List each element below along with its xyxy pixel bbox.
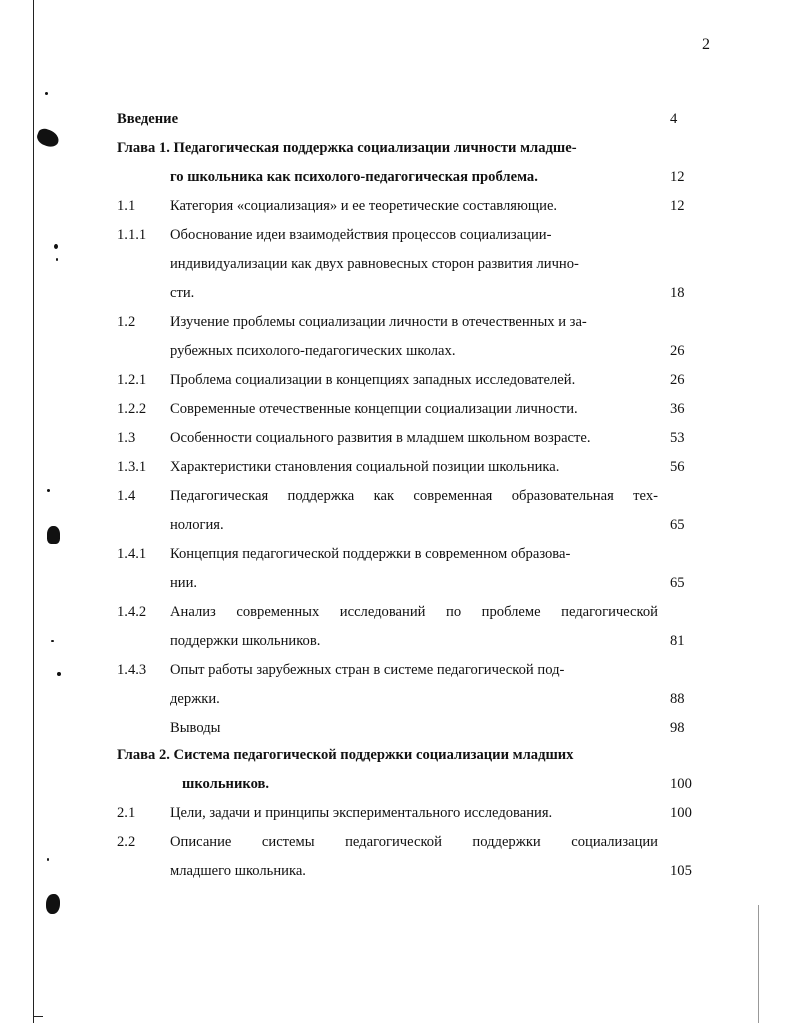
scan-border-tick <box>33 1016 43 1017</box>
toc-line <box>0 456 791 478</box>
toc-page-number: 53 <box>670 430 685 446</box>
toc-line <box>0 311 791 333</box>
toc-line <box>0 659 791 681</box>
toc-line <box>0 572 791 594</box>
toc-title: Введение <box>117 111 179 127</box>
toc-title: поддержки школьников. <box>170 633 321 649</box>
toc-section-number: 1.3 <box>117 430 136 446</box>
toc-line <box>0 688 791 710</box>
toc-line <box>0 543 791 565</box>
toc-line <box>0 485 791 507</box>
toc-page-number: 12 <box>670 169 685 185</box>
toc-page-number: 88 <box>670 691 685 707</box>
toc-page-number: 105 <box>670 863 692 879</box>
toc-section-number: 1.4.1 <box>117 546 147 562</box>
toc-title: Выводы <box>170 720 221 736</box>
toc-section-number: 1.2.1 <box>117 372 147 388</box>
toc-title: Изучение проблемы социализации личности в отечественных и за- <box>170 314 587 330</box>
toc-line <box>0 773 791 795</box>
toc-title: Анализ современных исследований по проблеме педагогической <box>170 604 658 620</box>
toc-page-number: 65 <box>670 575 685 591</box>
toc-title: держки. <box>170 691 220 707</box>
toc-title: Характеристики становления социальной позиции школьника. <box>170 459 560 475</box>
toc-title: Современные отечественные концепции социализации личности. <box>170 401 578 417</box>
toc-line <box>0 369 791 391</box>
toc-title: Глава 1. Педагогическая поддержка социализации личности младше- <box>117 140 577 156</box>
toc-title: Цели, задачи и принципы экспериментального исследования. <box>170 805 553 821</box>
toc-section-number: 1.4.2 <box>117 604 147 620</box>
toc-line <box>0 831 791 853</box>
toc-section-number: 1.2.2 <box>117 401 147 417</box>
toc-title: Описание системы педагогической поддержки социализации <box>170 834 658 850</box>
toc-title: Педагогическая поддержка как современная образовательная тех- <box>170 488 658 504</box>
toc-title: Проблема социализации в концепциях западных исследователей. <box>170 372 576 388</box>
toc-page-number: 81 <box>670 633 685 649</box>
toc-title: рубежных психолого-педагогических школах. <box>170 343 456 359</box>
toc-section-number: 1.1 <box>117 198 136 214</box>
toc-line <box>0 340 791 362</box>
toc-section-number: 2.1 <box>117 805 136 821</box>
toc-line <box>0 166 791 188</box>
toc-line <box>0 137 791 159</box>
toc-page-number: 18 <box>670 285 685 301</box>
toc-section-number: 1.2 <box>117 314 136 330</box>
toc-line <box>0 802 791 824</box>
toc-line <box>0 253 791 275</box>
toc-line <box>0 860 791 882</box>
toc-section-number: 1.4 <box>117 488 136 504</box>
toc-title: Концепция педагогической поддержки в современном образова- <box>170 546 571 562</box>
toc-section-number: 1.1.1 <box>117 227 147 243</box>
toc-section-number: 1.3.1 <box>117 459 147 475</box>
toc-line <box>0 282 791 304</box>
toc-page-number: 12 <box>670 198 685 214</box>
toc-line <box>0 108 791 130</box>
toc-line <box>0 630 791 652</box>
toc-page-number: 65 <box>670 517 685 533</box>
toc-line <box>0 601 791 623</box>
scan-blot <box>46 894 60 914</box>
toc-line <box>0 744 791 766</box>
scan-speck <box>45 92 48 95</box>
toc-page-number: 36 <box>670 401 685 417</box>
toc-title: школьников. <box>182 776 270 792</box>
toc-page-number: 56 <box>670 459 685 475</box>
toc-section-number: 2.2 <box>117 834 136 850</box>
toc-page-number: 26 <box>670 343 685 359</box>
toc-page-number: 4 <box>670 111 678 127</box>
toc-title: нология. <box>170 517 224 533</box>
toc-line <box>0 427 791 449</box>
toc-line <box>0 195 791 217</box>
toc-title: Опыт работы зарубежных стран в системе педагогической под- <box>170 662 565 678</box>
scan-border-right <box>758 905 759 1023</box>
toc-line <box>0 224 791 246</box>
toc-page-number: 100 <box>670 805 692 821</box>
toc-page-number: 26 <box>670 372 685 388</box>
toc-title: Глава 2. Система педагогической поддержки социализации младших <box>117 747 574 763</box>
toc-line <box>0 398 791 420</box>
toc-line <box>0 514 791 536</box>
toc-title: сти. <box>170 285 195 301</box>
toc-title: го школьника как психолого-педагогическая проблема. <box>170 169 538 185</box>
toc-title: Особенности социального развития в младшем школьном возрасте. <box>170 430 591 446</box>
toc-title: Обоснование идеи взаимодействия процессов социализации- <box>170 227 552 243</box>
toc-page-number: 100 <box>670 776 692 792</box>
toc-line <box>0 717 791 739</box>
page-number: 2 <box>702 36 710 53</box>
toc-title: индивидуализации как двух равновесных сторон развития лично- <box>170 256 579 272</box>
toc-page-number: 98 <box>670 720 685 736</box>
toc-section-number: 1.4.3 <box>117 662 147 678</box>
toc-title: Категория «социализация» и ее теоретические составляющие. <box>170 198 558 214</box>
toc-title: младшего школьника. <box>170 863 306 879</box>
toc-title: нии. <box>170 575 198 591</box>
